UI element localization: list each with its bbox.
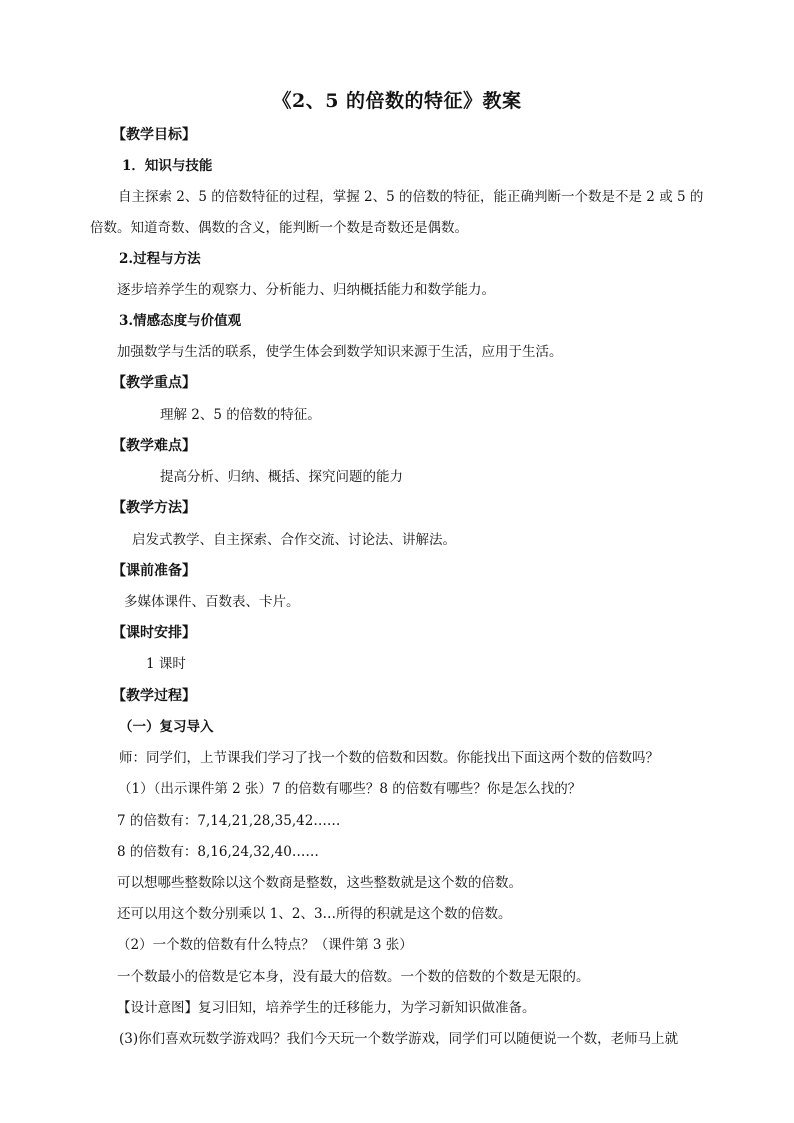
document-title: 《2、5 的倍数的特征》教案: [272, 90, 522, 112]
question-1: （1）（出示课件第 2 张）7 的倍数有哪些？8 的倍数有哪些？你是怎么找的？: [118, 781, 582, 797]
preparation-text: 多媒体课件、百数表、卡片。: [124, 594, 300, 610]
key-point-heading: 【教学重点】: [112, 375, 196, 391]
difficulty-heading: 【教学难点】: [112, 438, 196, 454]
process-method-text: 逐步培养学生的观察力、分析能力、归纳概括能力和数学能力。: [117, 282, 495, 298]
teacher-question-line: 师：同学们，上节课我们学习了找一个数的倍数和因数。你能找出下面这两个数的倍数吗？: [119, 750, 659, 766]
method-text: 启发式教学、自主探索、合作交流、讨论法、讲解法。: [132, 532, 456, 548]
knowledge-skills-heading: 1．知识与技能: [122, 158, 213, 174]
key-point-text: 理解 2、5 的倍数的特征。: [160, 407, 321, 423]
process-heading: 【教学过程】: [112, 688, 196, 704]
multiples-of-8: 8 的倍数有：8,16,24,32,40……: [117, 844, 319, 860]
question-2: （2）一个数的倍数有什么特点？（课件第 3 张）: [117, 937, 413, 953]
knowledge-text-line-1: 自主探索 2、5 的倍数特征的过程，掌握 2、5 的倍数的特征，能正确判断一个数是不是 2 或 5 的: [118, 189, 704, 205]
difficulty-text: 提高分析、归纳、概括、探究问题的能力: [160, 469, 403, 485]
schedule-heading: 【课时安排】: [112, 625, 196, 641]
review-intro-heading: （一）复习导入: [119, 719, 214, 735]
answer-2: 一个数最小的倍数是它本身，没有最大的倍数。一个数的倍数的个数是无限的。: [117, 969, 590, 985]
finding-method-1: 可以想哪些整数除以这个数商是整数，这些整数就是这个数的倍数。: [117, 875, 522, 891]
attitude-values-text: 加强数学与生活的联系，使学生体会到数学知识来源于生活，应用于生活。: [117, 344, 563, 360]
objectives-heading: 【教学目标】: [112, 127, 196, 143]
finding-method-2: 还可以用这个数分别乘以 1、2、3…所得的积就是这个数的倍数。: [117, 906, 512, 922]
attitude-values-heading: 3.情感态度与价值观: [119, 313, 242, 329]
preparation-heading: 【课前准备】: [112, 563, 196, 579]
schedule-text: 1 课时: [146, 656, 186, 672]
question-3: (3)你们喜欢玩数学游戏吗？我们今天玩一个数学游戏，同学们可以随便说一个数，老师马上就: [119, 1031, 679, 1047]
method-heading: 【教学方法】: [112, 500, 196, 516]
design-intent: 【设计意图】复习旧知，培养学生的迁移能力，为学习新知识做准备。: [117, 1000, 536, 1016]
multiples-of-7: 7 的倍数有：7,14,21,28,35,42……: [117, 813, 341, 829]
knowledge-text-line-2: 倍数。知道奇数、偶数的含义，能判断一个数是奇数还是偶数。: [90, 220, 468, 236]
process-method-heading: 2.过程与方法: [119, 251, 201, 267]
